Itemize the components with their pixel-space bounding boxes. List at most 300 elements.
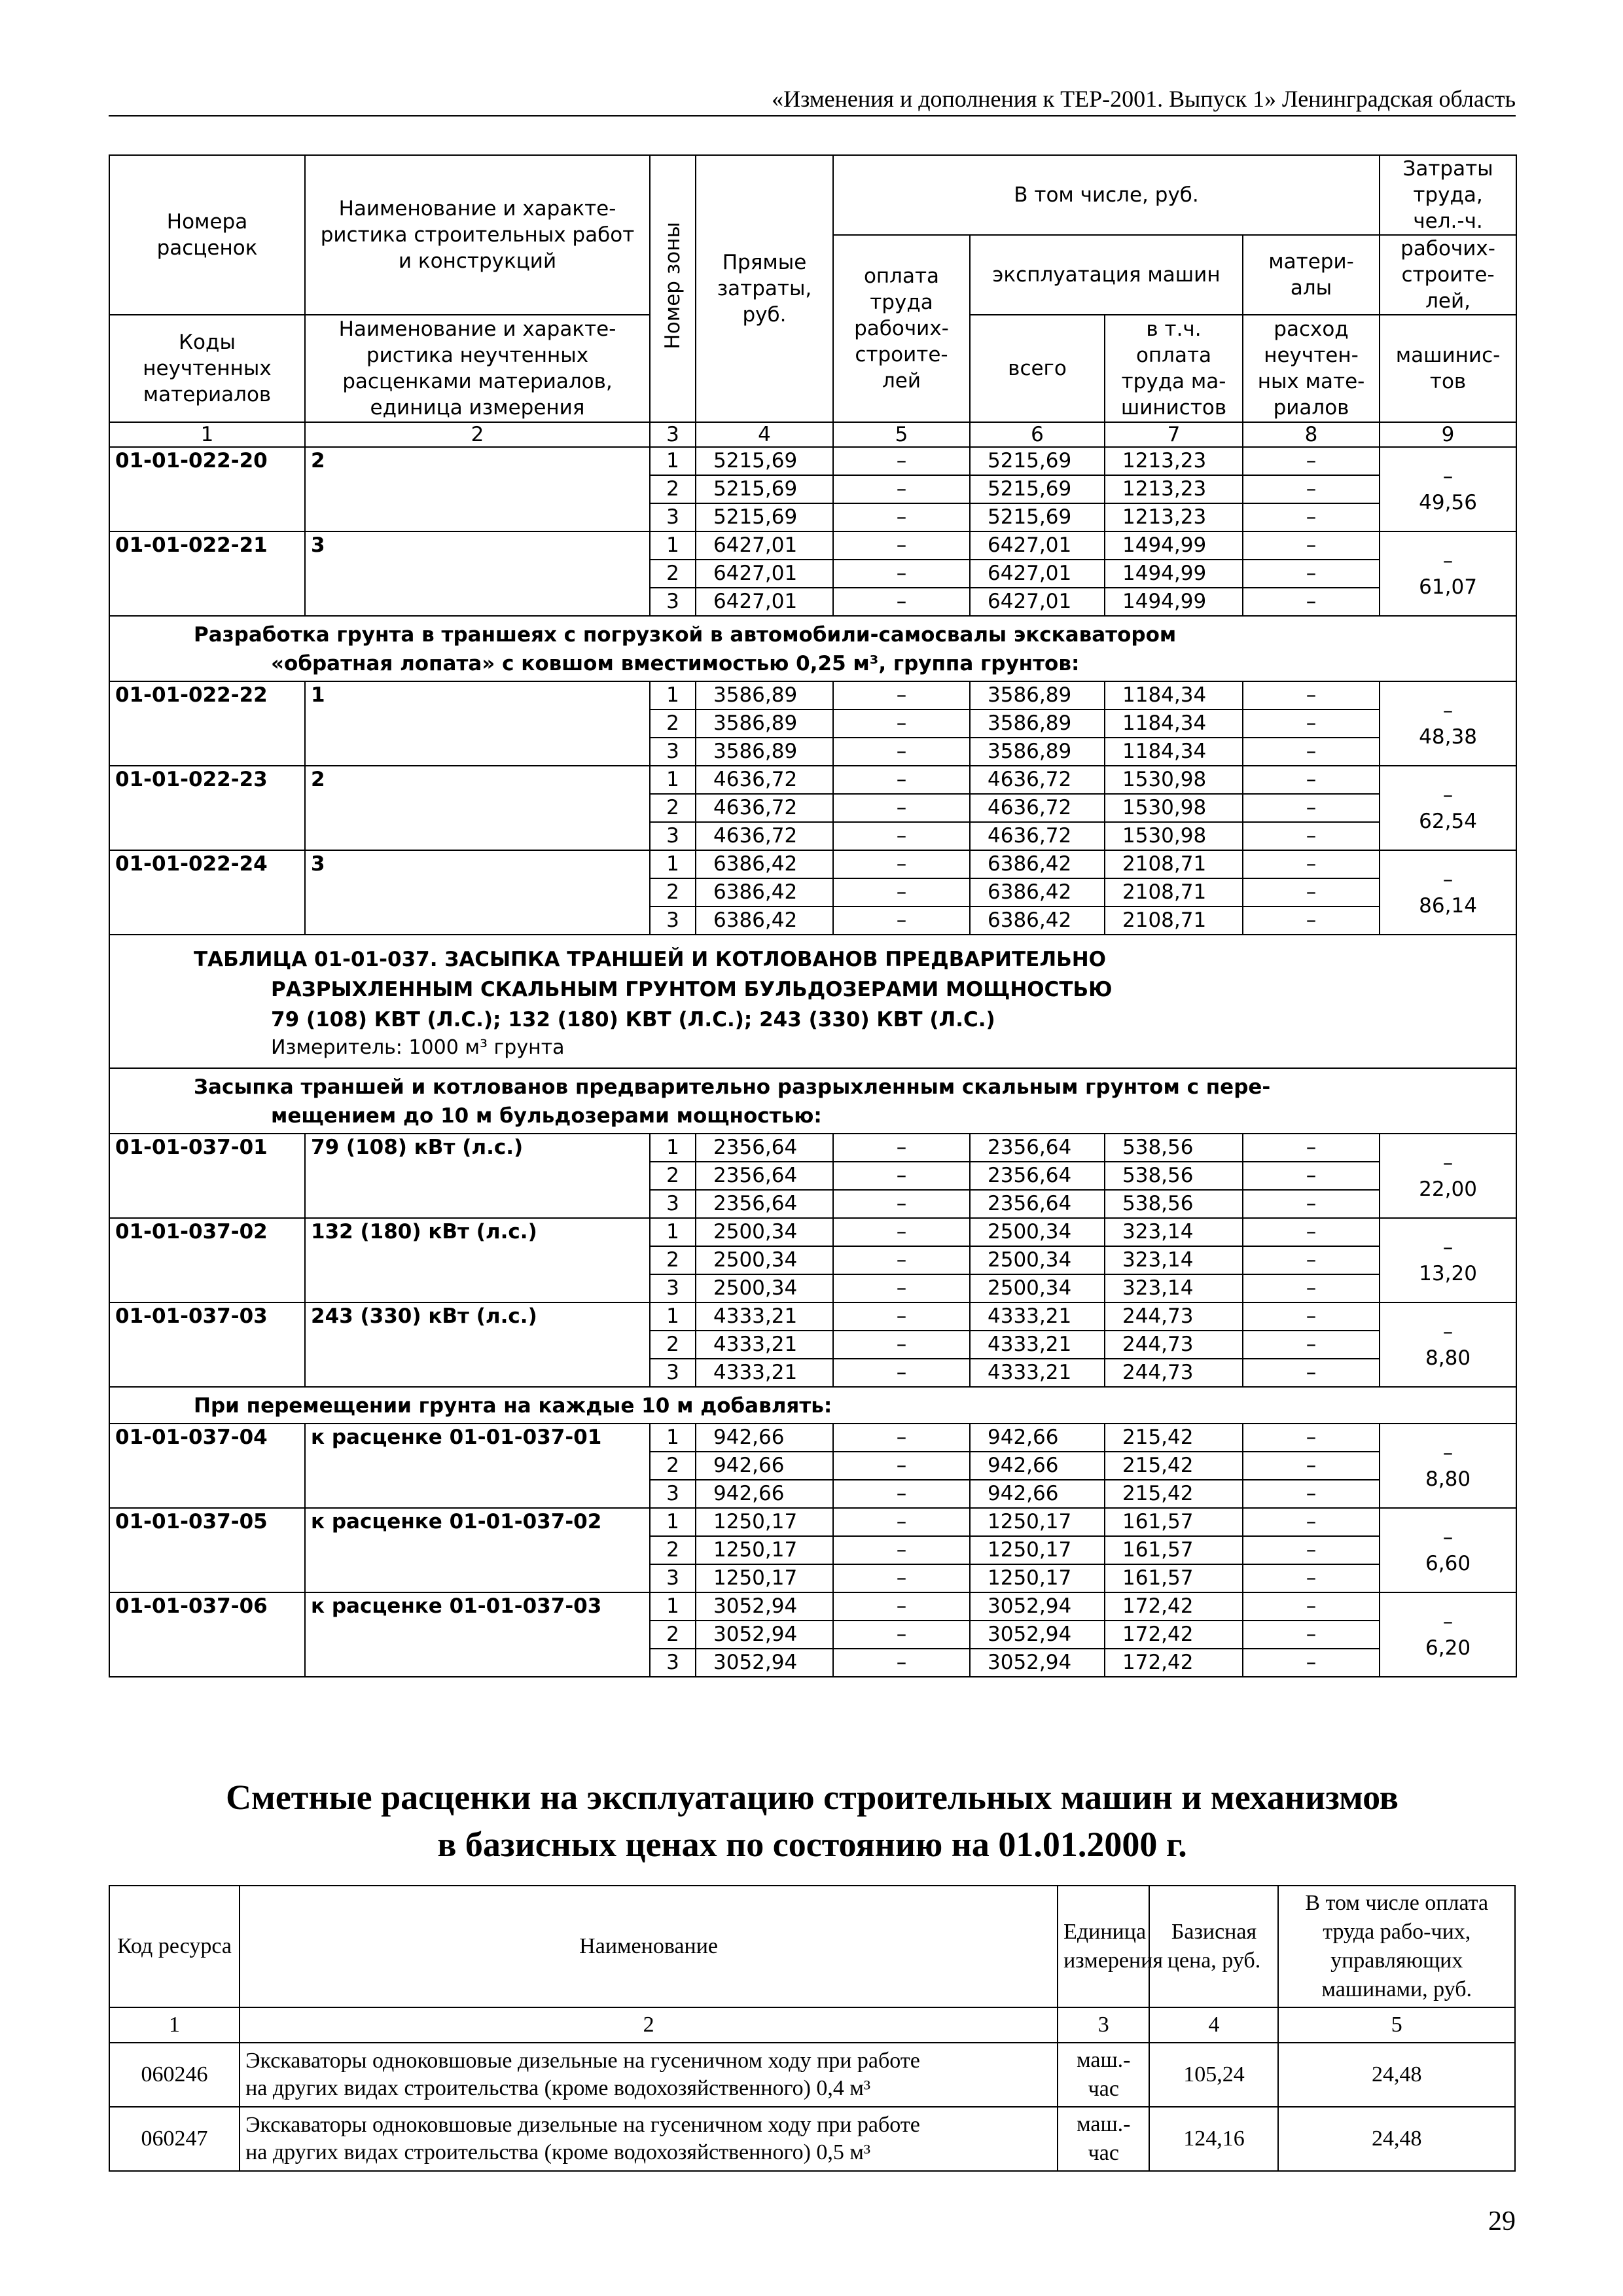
materials: – [1243,1424,1380,1452]
unit: маш.-час [1058,2043,1149,2107]
materials: – [1243,1621,1380,1649]
machines-total: 942,66 [970,1452,1105,1480]
section-heading-line: мещением до 10 м бульдозерами мощностью: [271,1104,822,1128]
col-number: 4 [1149,2007,1278,2043]
operator-wages: 323,14 [1105,1218,1243,1246]
materials: – [1243,1564,1380,1592]
rate-group-2 [109,681,1516,935]
materials: – [1243,1274,1380,1302]
labor-workers: – [1442,698,1454,723]
col-number: 2 [305,422,650,447]
direct-costs: 3586,89 [696,709,833,738]
header-rule [109,115,1516,117]
zone-number: 1 [650,1302,696,1331]
rate-name: к расценке 01-01-037-03 [305,1592,650,1677]
labor-costs [1380,681,1516,766]
worker-wages: – [833,906,970,935]
machine-rates-title-line: Сметные расценки на эксплуатацию строительных машин и механизмов [226,1778,1399,1817]
direct-costs: 2500,34 [696,1274,833,1302]
rate-code: 01-01-022-20 [109,447,305,531]
machines-total: 4636,72 [970,766,1105,794]
materials: – [1243,822,1380,850]
direct-costs: 2500,34 [696,1218,833,1246]
rate-code: 01-01-037-03 [109,1302,305,1387]
zone-number: 1 [650,1508,696,1536]
section-heading-cell [109,1068,1516,1134]
materials: – [1243,738,1380,766]
materials: – [1243,794,1380,822]
direct-costs: 1250,17 [696,1508,833,1536]
operator-wages: 244,73 [1105,1302,1243,1331]
direct-costs: 4636,72 [696,822,833,850]
worker-wages: – [833,1218,970,1246]
materials: – [1243,1302,1380,1331]
zone-number: 1 [650,531,696,560]
section-heading-line: «обратная лопата» с ковшом вместимостью 0,25 м³, группа грунтов: [271,652,1080,675]
worker-wages: – [833,1564,970,1592]
direct-costs: 5215,69 [696,447,833,475]
zone-number: 2 [650,1246,696,1274]
rate-row [109,531,1516,560]
rate-code: 01-01-022-22 [109,681,305,766]
materials: – [1243,766,1380,794]
operator-wages: 1494,99 [1105,588,1243,616]
direct-costs: 2356,64 [696,1162,833,1190]
worker-wages: – [833,1480,970,1508]
header-machine-name: Наименование [240,1886,1058,2007]
machines-total: 3586,89 [970,738,1105,766]
direct-costs: 6427,01 [696,531,833,560]
base-price: 124,16 [1149,2107,1278,2171]
zone-number: 1 [650,447,696,475]
worker-wages: – [833,503,970,531]
resource-code: 060247 [109,2107,240,2171]
materials: – [1243,1190,1380,1218]
operator-wages: 538,56 [1105,1134,1243,1162]
operator-wages: 1530,98 [1105,766,1243,794]
materials: – [1243,475,1380,503]
machines-total: 5215,69 [970,475,1105,503]
col-number: 3 [650,422,696,447]
machines-total: 3586,89 [970,681,1105,709]
zone-number: 3 [650,738,696,766]
zone-number: 1 [650,1592,696,1621]
labor-workers: – [1442,1319,1454,1344]
labor-operators: 22,00 [1419,1177,1477,1201]
labor-workers: – [1442,867,1454,891]
direct-costs: 2500,34 [696,1246,833,1274]
labor-operators: 13,20 [1419,1261,1477,1285]
operator-wages: 172,42 [1105,1592,1243,1621]
rate-group-1 [109,447,1516,616]
materials: – [1243,1134,1380,1162]
zone-number: 3 [650,503,696,531]
machines-total: 5215,69 [970,503,1105,531]
worker-wages: – [833,1190,970,1218]
worker-wages: – [833,850,970,878]
materials: – [1243,1649,1380,1677]
materials: – [1243,531,1380,560]
worker-wages: – [833,1592,970,1621]
materials: – [1243,1480,1380,1508]
direct-costs: 3586,89 [696,738,833,766]
zone-number: 2 [650,1536,696,1564]
direct-costs: 6386,42 [696,906,833,935]
col-number: 5 [1278,2007,1515,2043]
direct-costs: 4333,21 [696,1359,833,1387]
operator-wages: 538,56 [1105,1190,1243,1218]
zone-number: 3 [650,1480,696,1508]
zone-number: 2 [650,709,696,738]
zone-number: 3 [650,1274,696,1302]
worker-wages: – [833,878,970,906]
operator-wage: 24,48 [1278,2107,1515,2171]
direct-costs: 3052,94 [696,1649,833,1677]
operator-wages: 1184,34 [1105,738,1243,766]
operator-wages: 323,14 [1105,1274,1243,1302]
machines-total: 6386,42 [970,850,1105,878]
materials: – [1243,906,1380,935]
labor-operators: 61,07 [1419,575,1477,599]
zone-number: 1 [650,1424,696,1452]
direct-costs: 1250,17 [696,1564,833,1592]
labor-workers: – [1442,1525,1454,1549]
labor-operators: 62,54 [1419,809,1477,833]
rate-row [109,850,1516,878]
machine-rates-title [109,1774,1516,1868]
operator-wages: 215,42 [1105,1452,1243,1480]
direct-costs: 6427,01 [696,560,833,588]
materials: – [1243,447,1380,475]
direct-costs: 942,66 [696,1480,833,1508]
operator-wages: 1530,98 [1105,794,1243,822]
col-number: 2 [240,2007,1058,2043]
zone-number: 2 [650,1621,696,1649]
operator-wages: 323,14 [1105,1246,1243,1274]
machine-name [240,2107,1058,2171]
materials: – [1243,709,1380,738]
machines-total: 1250,17 [970,1564,1105,1592]
worker-wages: – [833,1134,970,1162]
zone-number: 1 [650,1134,696,1162]
machines-total: 3052,94 [970,1592,1105,1621]
materials: – [1243,1359,1380,1387]
table-title-line: РАЗРЫХЛЕННЫМ СКАЛЬНЫМ ГРУНТОМ БУЛЬДОЗЕРАМИ МОЩНОСТЬЮ [271,978,1113,1001]
col-number: 5 [833,422,970,447]
machine-rates-table [109,1885,1516,2172]
rate-name: к расценке 01-01-037-01 [305,1424,650,1508]
machines-total: 4636,72 [970,822,1105,850]
section-heading-line: Разработка грунта в траншеях с погрузкой в автомобили-самосвалы экскаватором [194,623,1177,647]
labor-costs [1380,766,1516,850]
rate-name: 3 [305,531,650,616]
zone-number: 2 [650,1452,696,1480]
direct-costs: 4333,21 [696,1331,833,1359]
zone-number: 3 [650,906,696,935]
materials: – [1243,503,1380,531]
operator-wages: 161,57 [1105,1564,1243,1592]
labor-costs [1380,850,1516,935]
direct-costs: 4636,72 [696,794,833,822]
direct-costs: 6386,42 [696,878,833,906]
zone-number: 2 [650,475,696,503]
operator-wages: 1184,34 [1105,681,1243,709]
machines-total: 2500,34 [970,1274,1105,1302]
rate-name: 1 [305,681,650,766]
header-operator-wage: В том числе оплата труда рабо-чих, управляющих машинами, руб. [1278,1886,1515,2007]
rate-row [109,766,1516,794]
header-materials: матери-алы [1243,235,1380,315]
worker-wages: – [833,1359,970,1387]
machine-name-line: Экскаваторы одноковшовые дизельные на гусеничном ходу при работе [245,2049,920,2073]
machines-total: 1250,17 [970,1536,1105,1564]
operator-wages: 161,57 [1105,1536,1243,1564]
header-machine-operation: эксплуатация машин [970,235,1243,315]
worker-wages: – [833,1274,970,1302]
worker-wages: – [833,766,970,794]
machines-total: 4636,72 [970,794,1105,822]
materials: – [1243,1508,1380,1536]
col-number: 4 [696,422,833,447]
table-title-line: ТАБЛИЦА 01-01-037. ЗАСЫПКА ТРАНШЕЙ И КОТЛОВАНОВ ПРЕДВАРИТЕЛЬНО [194,948,1107,971]
machine-name-line: Экскаваторы одноковшовые дизельные на гусеничном ходу при работе [245,2113,920,2137]
machines-total: 2356,64 [970,1162,1105,1190]
direct-costs: 3052,94 [696,1592,833,1621]
zone-number: 3 [650,588,696,616]
rate-code: 01-01-037-06 [109,1592,305,1677]
labor-workers: – [1442,464,1454,488]
direct-costs: 4333,21 [696,1302,833,1331]
zone-number: 3 [650,1359,696,1387]
worker-wages: – [833,1162,970,1190]
materials: – [1243,560,1380,588]
operator-wages: 215,42 [1105,1424,1243,1452]
section-heading-line: Засыпка траншей и котлованов предварительно разрыхленным скальным грунтом с пере- [194,1075,1271,1099]
header-zone-label: Номер зоны [661,221,685,350]
worker-wages: – [833,681,970,709]
labor-costs [1380,1592,1516,1677]
labor-costs [1380,1134,1516,1218]
header-labor-workers: рабочих-строите-лей, [1380,235,1516,315]
worker-wages: – [833,588,970,616]
materials: – [1243,588,1380,616]
direct-costs: 6427,01 [696,588,833,616]
rate-row [109,681,1516,709]
rate-group-3 [109,1134,1516,1387]
worker-wages: – [833,1452,970,1480]
zone-number: 1 [650,1218,696,1246]
zone-number: 1 [650,850,696,878]
rate-code: 01-01-037-04 [109,1424,305,1508]
running-header: «Изменения и дополнения к ТЕР-2001. Выпуск 1» Ленинградская область [772,86,1516,112]
zone-number: 2 [650,1331,696,1359]
labor-workers: – [1442,1151,1454,1175]
labor-workers: – [1442,548,1454,573]
col-number: 1 [109,2007,240,2043]
rate-name: 132 (180) кВт (л.с.) [305,1218,650,1302]
machines-total: 3052,94 [970,1621,1105,1649]
worker-wages: – [833,475,970,503]
labor-operators: 48,38 [1419,725,1477,749]
machine-row [109,2107,1515,2171]
rate-code: 01-01-037-02 [109,1218,305,1302]
worker-wages: – [833,1536,970,1564]
worker-wages: – [833,1621,970,1649]
operator-wages: 1184,34 [1105,709,1243,738]
zone-number: 2 [650,1162,696,1190]
unit: маш.-час [1058,2107,1149,2171]
rate-code: 01-01-022-21 [109,531,305,616]
table-title-cell [109,935,1516,1068]
rate-name: 79 (108) кВт (л.с.) [305,1134,650,1218]
table-title-line: 79 (108) КВТ (Л.С.); 132 (180) КВТ (Л.С.); 243 (330) КВТ (Л.С.) [271,1008,995,1031]
direct-costs: 2356,64 [696,1134,833,1162]
header-unit: Единица измерения [1058,1886,1149,2007]
column-numbers-row [109,422,1516,447]
direct-costs: 2356,64 [696,1190,833,1218]
operator-wages: 244,73 [1105,1359,1243,1387]
header-base-price: Базисная цена, руб. [1149,1886,1278,2007]
worker-wages: – [833,1331,970,1359]
machine-name [240,2043,1058,2107]
col-number: 8 [1243,422,1380,447]
rate-name: 243 (330) кВт (л.с.) [305,1302,650,1387]
operator-wages: 244,73 [1105,1331,1243,1359]
worker-wages: – [833,1302,970,1331]
labor-costs [1380,531,1516,616]
operator-wages: 172,42 [1105,1621,1243,1649]
direct-costs: 942,66 [696,1424,833,1452]
labor-operators: 8,80 [1425,1467,1471,1491]
section-heading-cell [109,1387,1516,1424]
worker-wages: – [833,1246,970,1274]
section-heading-3 [109,1387,1516,1424]
header-direct-costs: Прямые затраты, руб. [696,155,833,422]
zone-number: 3 [650,1564,696,1592]
machines-total: 2500,34 [970,1218,1105,1246]
materials: – [1243,1218,1380,1246]
operator-wages: 172,42 [1105,1649,1243,1677]
header-operator-wages: в т.ч. оплата труда ма-шинистов [1105,315,1243,422]
worker-wages: – [833,560,970,588]
header-rate-numbers: Номера расценок [109,155,305,315]
zone-number: 3 [650,1649,696,1677]
zone-number: 2 [650,878,696,906]
labor-workers: – [1442,1441,1454,1465]
labor-operators: 6,60 [1425,1551,1471,1575]
zone-number: 2 [650,794,696,822]
col-number: 3 [1058,2007,1149,2043]
worker-wages: – [833,531,970,560]
labor-costs [1380,447,1516,531]
table-measure: Измеритель: 1000 м³ грунта [271,1036,565,1059]
worker-wages: – [833,1508,970,1536]
rates-table [109,154,1517,1677]
materials: – [1243,1452,1380,1480]
labor-operators: 8,80 [1425,1346,1471,1370]
section-heading-2 [109,1068,1516,1134]
operator-wages: 1213,23 [1105,447,1243,475]
rate-code: 01-01-022-23 [109,766,305,850]
materials: – [1243,1246,1380,1274]
operator-wages: 2108,71 [1105,850,1243,878]
materials: – [1243,850,1380,878]
col-number: 6 [970,422,1105,447]
materials: – [1243,681,1380,709]
header-zone [650,155,696,422]
rate-code: 01-01-037-05 [109,1508,305,1592]
labor-operators: 86,14 [1419,893,1477,918]
header-labor-operators: машинис-тов [1380,315,1516,422]
header-material-codes: Коды неучтенных материалов [109,315,305,422]
page-number: 29 [1488,2206,1516,2236]
direct-costs: 4636,72 [696,766,833,794]
column-numbers-row [109,2007,1515,2043]
direct-costs: 942,66 [696,1452,833,1480]
labor-workers: – [1442,1609,1454,1634]
rate-name: 2 [305,447,650,531]
machines-total: 6386,42 [970,906,1105,935]
direct-costs: 1250,17 [696,1536,833,1564]
labor-costs [1380,1218,1516,1302]
worker-wages: – [833,1649,970,1677]
labor-workers: – [1442,783,1454,807]
rate-row [109,1218,1516,1246]
operator-wage: 24,48 [1278,2043,1515,2107]
section-heading-1 [109,616,1516,681]
col-number: 9 [1380,422,1516,447]
rate-row [109,1508,1516,1536]
rate-row [109,447,1516,475]
machine-name-line: на других видах строительства (кроме водохозяйственного) 0,4 м³ [245,2076,871,2100]
direct-costs: 5215,69 [696,503,833,531]
operator-wages: 1213,23 [1105,503,1243,531]
table-title-block [109,935,1516,1068]
machine-rates-title-line: в базисных ценах по состоянию на 01.01.2000 г. [437,1825,1187,1864]
zone-number: 1 [650,766,696,794]
rate-row [109,1134,1516,1162]
zone-number: 3 [650,1190,696,1218]
zone-number: 1 [650,681,696,709]
zone-number: 2 [650,560,696,588]
machines-total: 6427,01 [970,531,1105,560]
worker-wages: – [833,738,970,766]
header-machines-total: всего [970,315,1105,422]
resource-code: 060246 [109,2043,240,2107]
machines-total: 4333,21 [970,1302,1105,1331]
header-including: В том числе, руб. [833,155,1380,235]
col-number: 1 [109,422,305,447]
materials: – [1243,1536,1380,1564]
worker-wages: – [833,447,970,475]
rate-name: к расценке 01-01-037-02 [305,1508,650,1592]
worker-wages: – [833,1424,970,1452]
rate-row [109,1424,1516,1452]
machines-total: 942,66 [970,1424,1105,1452]
machines-total: 3052,94 [970,1649,1105,1677]
operator-wages: 215,42 [1105,1480,1243,1508]
rate-row [109,1592,1516,1621]
header-work-name: Наименование и характе-ристика строительных работ и конструкций [305,155,650,315]
machines-total: 3586,89 [970,709,1105,738]
materials: – [1243,1592,1380,1621]
rate-group-4 [109,1424,1516,1677]
machines-total: 4333,21 [970,1359,1105,1387]
machines-total: 2356,64 [970,1134,1105,1162]
rate-name: 2 [305,766,650,850]
rate-row [109,1302,1516,1331]
direct-costs: 3052,94 [696,1621,833,1649]
